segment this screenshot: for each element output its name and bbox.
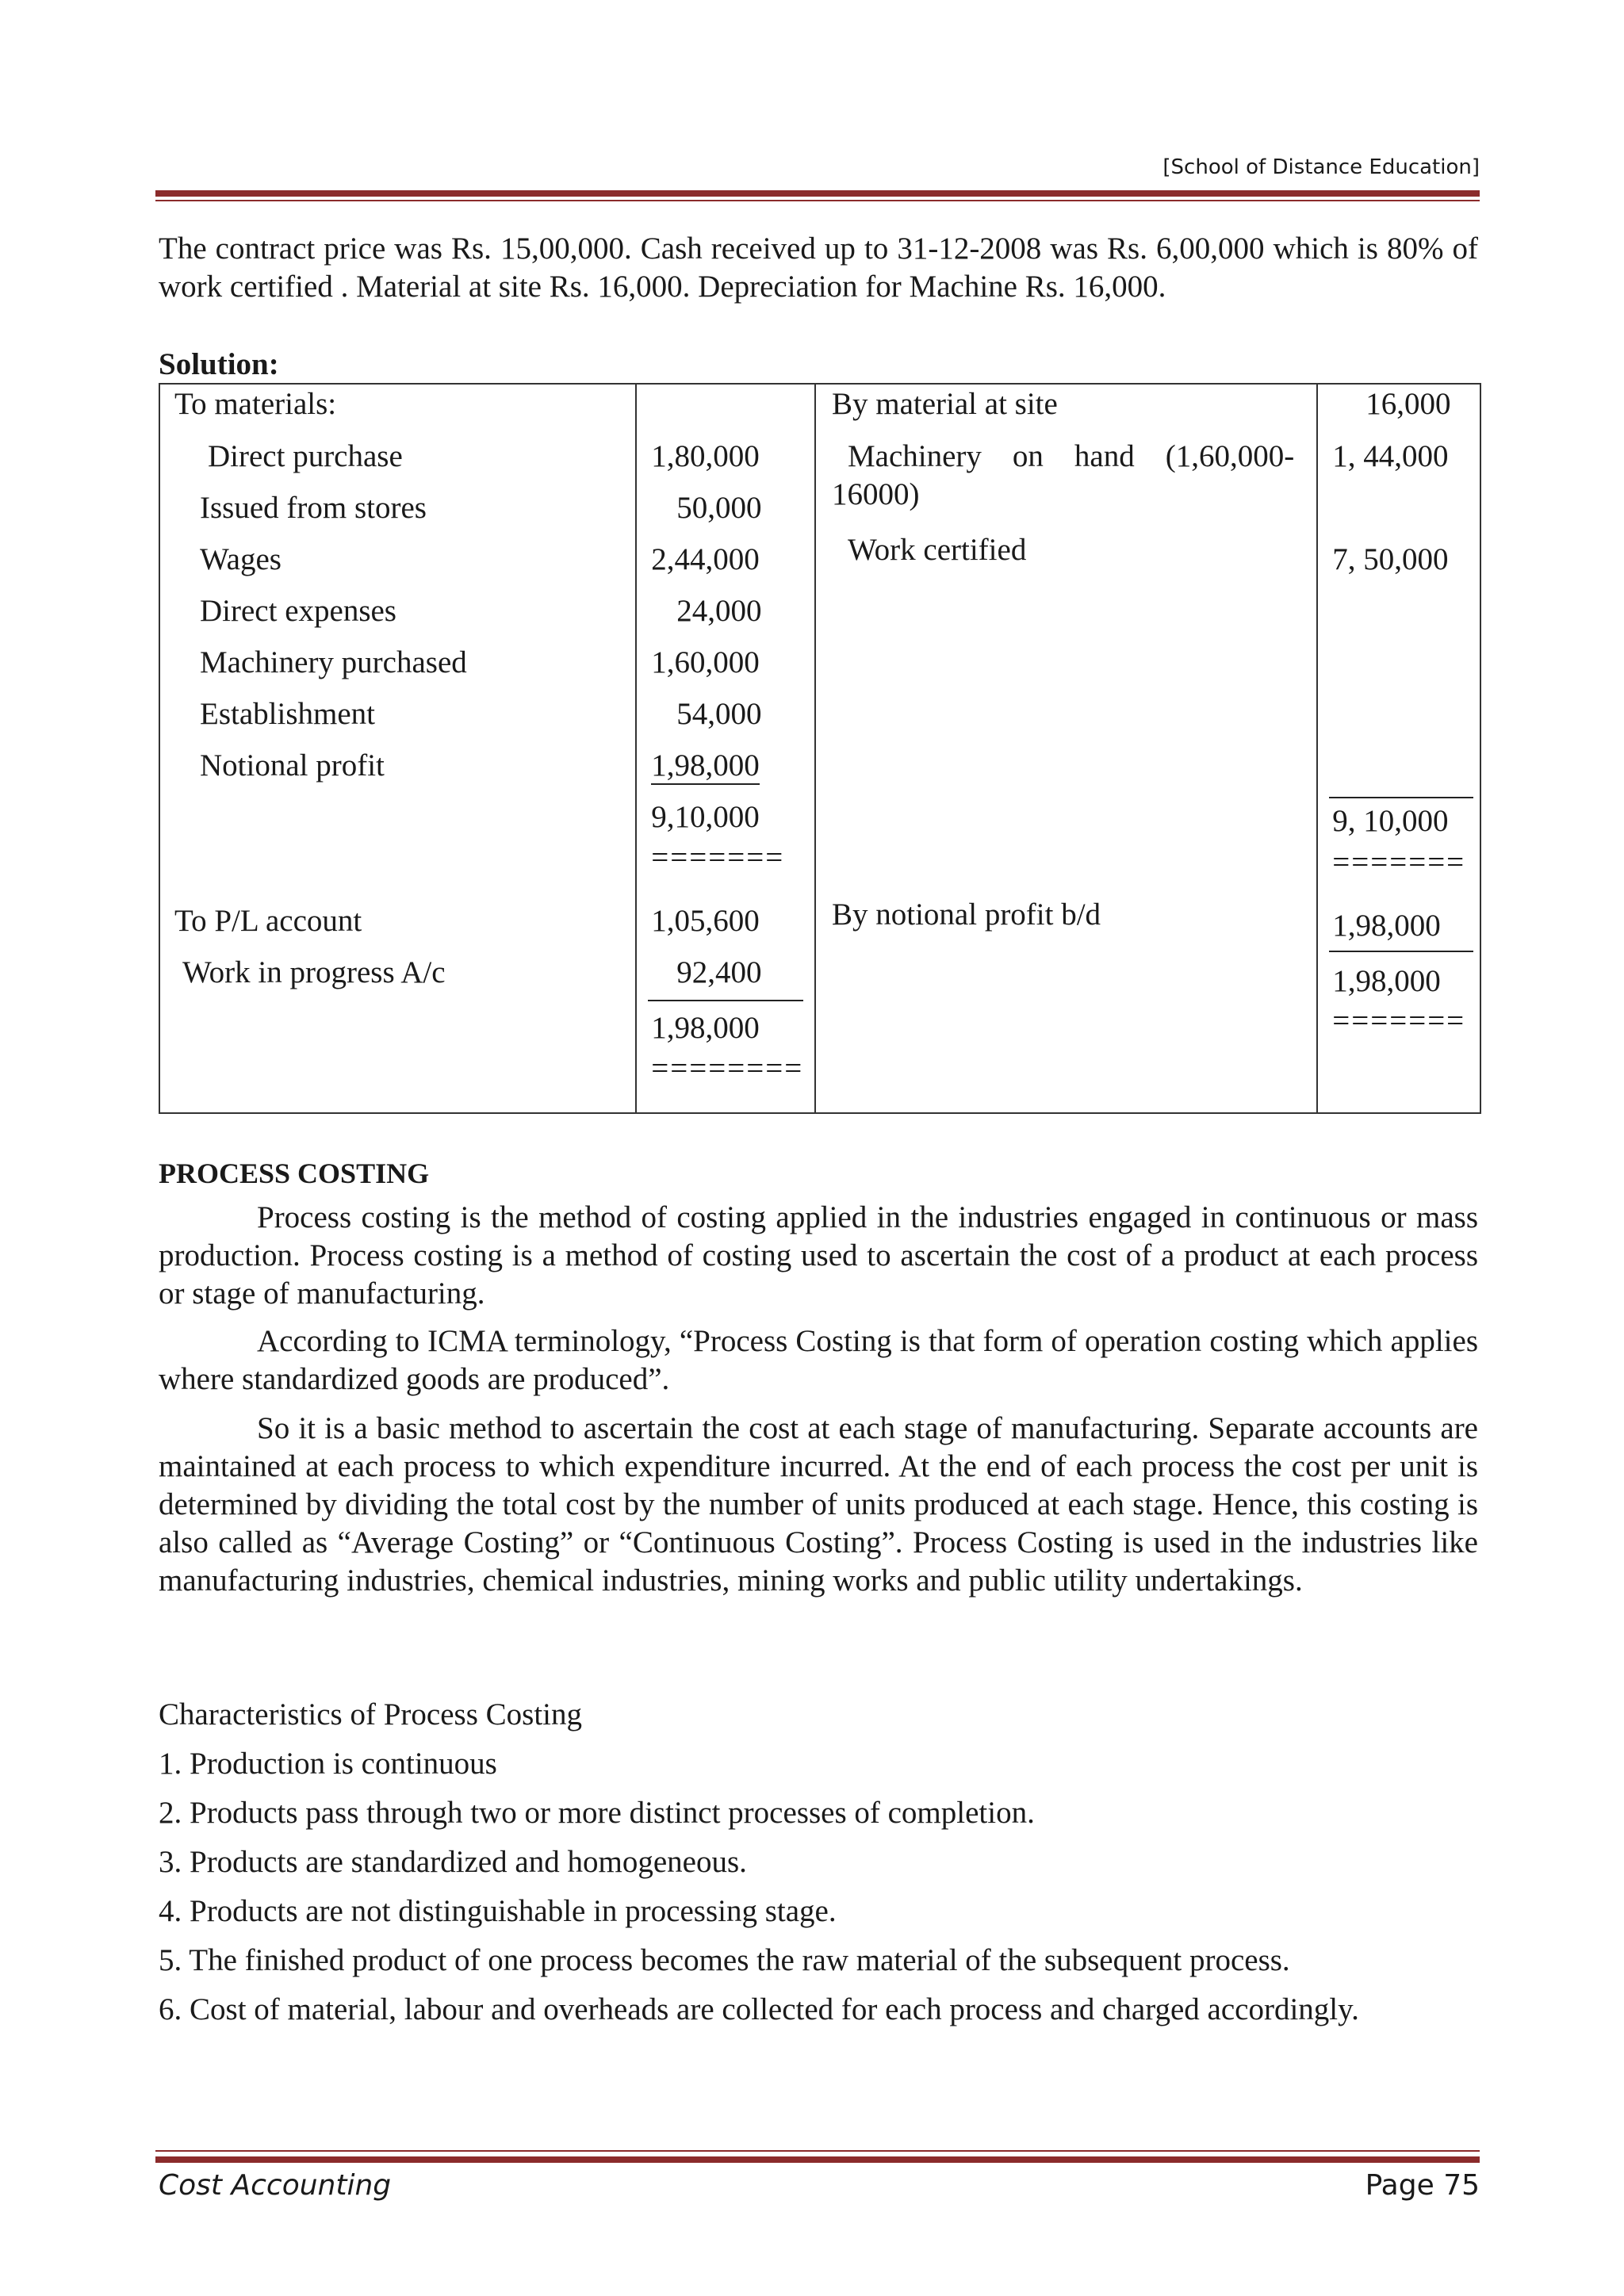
process-costing-para-3: So it is a basic method to ascertain the cost at each stage of manufacturing. Separate accounts are maintained at each process to which expenditure incurred. At the end of each process the cost per unit is determined by dividing the total cost by the number of units produced at each stage. Hence, this costing is also called as “Average Costing” or “Continuous Costing”. Process Costing is used in the industries like manufacturing industries, chemical industries, mining works and public utility undertakings.	[159, 1411, 1478, 1598]
list-item: 3. Products are standardized and homogeneous.	[159, 1845, 747, 1879]
credit-subtotal-rule	[1329, 797, 1473, 798]
list-item: 1. Production is continuous	[159, 1747, 497, 1781]
item-amount: 50,000	[676, 491, 762, 525]
material-site-amount: 16,000	[1365, 387, 1451, 421]
machinery-label: Machinery on hand (1,60,000-	[847, 439, 1295, 473]
solution-label: Solution:	[159, 347, 279, 381]
list-item: 6. Cost of material, labour and overheads are collected for each process and charged accordingly.	[159, 1992, 1359, 2026]
header-rule	[155, 190, 1480, 197]
page-header: [School of Distance Education]	[1162, 155, 1480, 179]
process-costing-para-1: Process costing is the method of costing applied in the industries engaged in continuous or mass production. Process costing is a method of costing used to ascertain the cost of a product at each process or stage of manufacturing.	[159, 1200, 1478, 1311]
item-label: Notional profit	[200, 748, 385, 783]
credit-total-2-rule: =======	[1332, 1004, 1466, 1038]
notional-profit-amount: 1,98,000	[1332, 909, 1441, 943]
credit-total: 9, 10,000	[1332, 804, 1449, 838]
wip-amount: 92,400	[676, 955, 762, 989]
characteristics-title: Characteristics of Process Costing	[159, 1697, 582, 1732]
item-amount: 1,60,000	[651, 645, 760, 679]
item-label: Direct purchase	[208, 439, 403, 473]
notional-profit-amount: 1,98,000	[651, 748, 760, 785]
debit-amounts	[636, 384, 815, 1113]
debit-heading: To materials:	[174, 387, 337, 421]
work-certified-label: Work certified	[847, 533, 1027, 567]
item-label: Issued from stores	[200, 491, 427, 525]
credit-particulars	[815, 384, 1317, 1113]
debit-particulars	[159, 384, 636, 1113]
intro-paragraph: The contract price was Rs. 15,00,000. Cash received up to 31-12-2008 was Rs. 6,00,000 which is 80% of work certified . Material at site Rs. 16,000. Depreciation for Machine Rs. 16,000.	[159, 232, 1478, 304]
list-item: 4. Products are not distinguishable in processing stage.	[159, 1894, 837, 1928]
wip-label: Work in progress A/c	[182, 955, 446, 989]
item-amount: 24,000	[676, 594, 762, 628]
debit-total-rule: =======	[651, 840, 785, 874]
credit-total-2: 1,98,000	[1332, 964, 1441, 998]
work-certified-amount: 7, 50,000	[1332, 542, 1449, 576]
credit-subtotal-rule-2	[1329, 951, 1473, 952]
item-amount: 2,44,000	[651, 542, 760, 576]
header-rule-thin	[155, 200, 1480, 201]
machinery-amount: 1, 44,000	[1332, 439, 1449, 473]
list-item: 5. The finished product of one process becomes the raw material of the subsequent process.	[159, 1943, 1290, 1977]
footer-rule-thin	[155, 2150, 1480, 2152]
pl-account-label: To P/L account	[174, 904, 362, 938]
debit-total: 9,10,000	[651, 800, 760, 834]
credit-amounts	[1317, 384, 1480, 1113]
machinery-label-cont: 16000)	[831, 477, 920, 511]
process-costing-para-2: According to ICMA terminology, “Process Costing is that form of operation costing which applies where standardized goods are produced”.	[159, 1324, 1478, 1396]
footer-rule	[155, 2156, 1480, 2163]
notional-profit-label: By notional profit b/d	[831, 897, 1101, 932]
section-heading: PROCESS COSTING	[159, 1158, 430, 1189]
page-number: Page 75	[1365, 2169, 1480, 2202]
item-amount	[651, 748, 760, 785]
item-amount: 54,000	[676, 697, 762, 731]
subtotal-rule	[648, 1000, 803, 1001]
item-label: Wages	[200, 542, 282, 576]
item-label: Direct expenses	[200, 594, 396, 628]
pl-account-amount: 1,05,600	[651, 904, 760, 938]
debit-total-2-rule: ========	[651, 1051, 804, 1085]
footer-book-title: Cost Accounting	[159, 2169, 392, 2202]
item-label: Machinery purchased	[200, 645, 467, 679]
debit-total-2: 1,98,000	[651, 1011, 760, 1045]
list-item: 2. Products pass through two or more distinct processes of completion.	[159, 1796, 1035, 1830]
item-label: Establishment	[200, 697, 375, 731]
contract-account-table	[159, 383, 1481, 1114]
material-site-label: By material at site	[831, 387, 1058, 421]
credit-total-rule: =======	[1332, 845, 1466, 879]
item-amount: 1,80,000	[651, 439, 760, 473]
